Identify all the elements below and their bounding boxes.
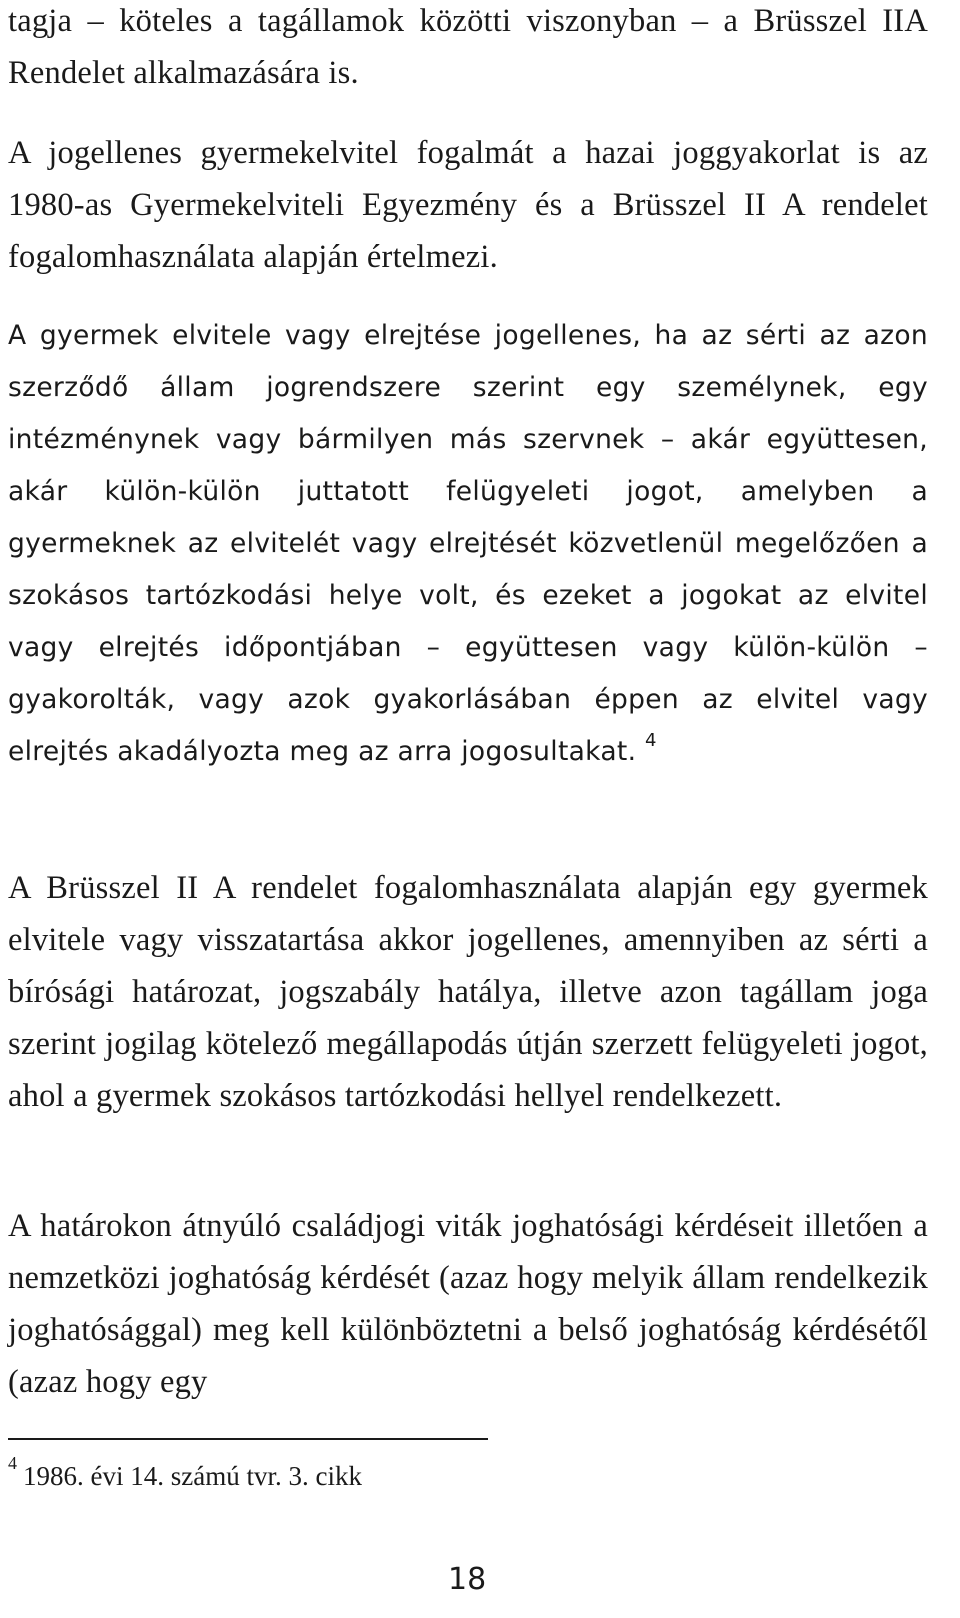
paragraph-2: A jogellenes gyermekelvitel fogalmát a hazai joggyakorlat is az 1980-as Gyermekelviteli Egyezmény és a Brüsszel II A rendelet fogalomhasználata alapján értelmezi. (8, 135, 928, 275)
footnote-reference[interactable]: 4 (645, 730, 657, 752)
paragraph-4: A Brüsszel II A rendelet fogalomhasználata alapján egy gyermek elvitele vagy visszatartása akkor jogellenes, amennyiben az sérti a bírósági határozat, jogszabály hatálya, illetve azon tagállam joga szerint jogilag kötelező megállapodás útján szerzett felügyeleti jogot, ahol a gyermek szokásos tartózkodási hellyel rendelkezett. (8, 870, 928, 1114)
footnote (8, 1453, 362, 1494)
paragraph-5: A határokon átnyúló családjogi viták joghatósági kérdéseit illetően a nemzetközi joghatóság kérdését (azaz hogy melyik állam rendelkezik joghatósággal) meg kell különböztetni a belső joghatóság kérdésétől (azaz hogy egy (8, 1208, 928, 1400)
footnote-separator (8, 1438, 488, 1440)
footnote-number: 4 (8, 1453, 17, 1473)
paragraph-3-text: A gyermek elvitele vagy elrejtése jogellenes, ha az sérti az azon szerződő állam jogrendszere szerint egy személynek, egy intézménynek vagy bármilyen más szervnek – akár együttesen, akár külön-külön juttatott felügyeleti jogot, amelyben a gyermeknek az elvitelét vagy elrejtését közvetlenül megelőzően a szokásos tartózkodási helye volt, és ezeket a jogokat az elvitel vagy elrejtés időpontjában – együttesen vagy külön-külön – gyakorolták, vagy azok gyakorlásában éppen az elvitel vagy elrejtés akadályozta meg az arra jogosultakat. (8, 320, 928, 767)
footnote-text: 1986. évi 14. számú tvr. 3. cikk (23, 1461, 362, 1491)
paragraph-3 (8, 310, 928, 778)
paragraph-1: tagja – köteles a tagállamok közötti viszonyban – a Brüsszel IIA Rendelet alkalmazására is. (8, 3, 928, 91)
page-number: 18 (448, 1562, 487, 1597)
